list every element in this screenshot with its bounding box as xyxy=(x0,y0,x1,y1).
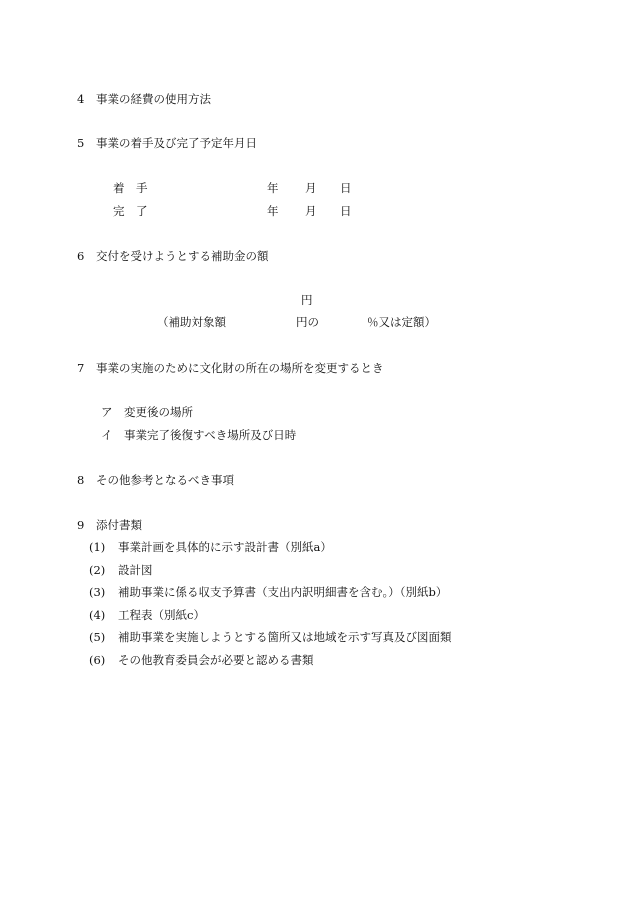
start-month-unit: 月 xyxy=(305,181,317,195)
start-label: 着 手 xyxy=(113,181,148,195)
section-7-number: 7 xyxy=(77,361,85,375)
attachment-item-mark: (1) xyxy=(89,540,106,554)
target-rate-close: ％又は定額） xyxy=(367,315,436,329)
end-day-unit: 日 xyxy=(340,204,352,218)
attachment-item-mark: (3) xyxy=(89,585,106,599)
section-6-title: 交付を受けようとする補助金の額 xyxy=(96,249,269,263)
section-4-number: 4 xyxy=(77,92,85,106)
section-5-title: 事業の着手及び完了予定年月日 xyxy=(96,136,257,150)
section-7-title: 事業の実施のために文化財の所在の場所を変更するとき xyxy=(96,361,384,375)
attachment-item-mark: (5) xyxy=(89,630,106,644)
target-amount-open: （補助対象額 xyxy=(157,315,226,329)
grant-amount-yen-unit: 円 xyxy=(301,293,313,307)
end-month-unit: 月 xyxy=(305,204,317,218)
attachment-item-mark: (4) xyxy=(89,608,106,622)
end-label: 完 了 xyxy=(113,204,148,218)
attachment-item-text: 補助事業に係る収支予算書（支出内訳明細書を含む。）（別紙b） xyxy=(118,585,448,599)
section-8-title: その他参考となるべき事項 xyxy=(96,473,234,487)
section-8-number: 8 xyxy=(77,473,85,487)
section-7-item-mark: イ xyxy=(101,428,113,442)
section-9-title: 添付書類 xyxy=(96,518,142,532)
attachment-item-text: 設計図 xyxy=(118,563,153,577)
attachment-item-text: 工程表（別紙c） xyxy=(118,608,205,622)
attachment-item-mark: (2) xyxy=(89,563,106,577)
section-6-number: 6 xyxy=(77,249,85,263)
section-7-item-mark: ア xyxy=(101,405,113,419)
attachment-item-text: 事業計画を具体的に示す設計書（別紙a） xyxy=(118,540,332,554)
attachment-item-mark: (6) xyxy=(89,653,106,667)
section-5-number: 5 xyxy=(77,136,85,150)
start-year-unit: 年 xyxy=(267,181,279,195)
section-4-title: 事業の経費の使用方法 xyxy=(96,92,211,106)
section-9-number: 9 xyxy=(77,518,85,532)
section-7-item-text: 変更後の場所 xyxy=(124,405,193,419)
start-day-unit: 日 xyxy=(340,181,352,195)
target-amount-yen-unit: 円の xyxy=(296,315,319,329)
attachment-item-text: 補助事業を実施しようとする箇所又は地域を示す写真及び図面類 xyxy=(118,630,452,644)
attachment-item-text: その他教育委員会が必要と認める書類 xyxy=(118,653,314,667)
end-year-unit: 年 xyxy=(267,204,279,218)
section-7-item-text: 事業完了後復すべき場所及び日時 xyxy=(124,428,297,442)
